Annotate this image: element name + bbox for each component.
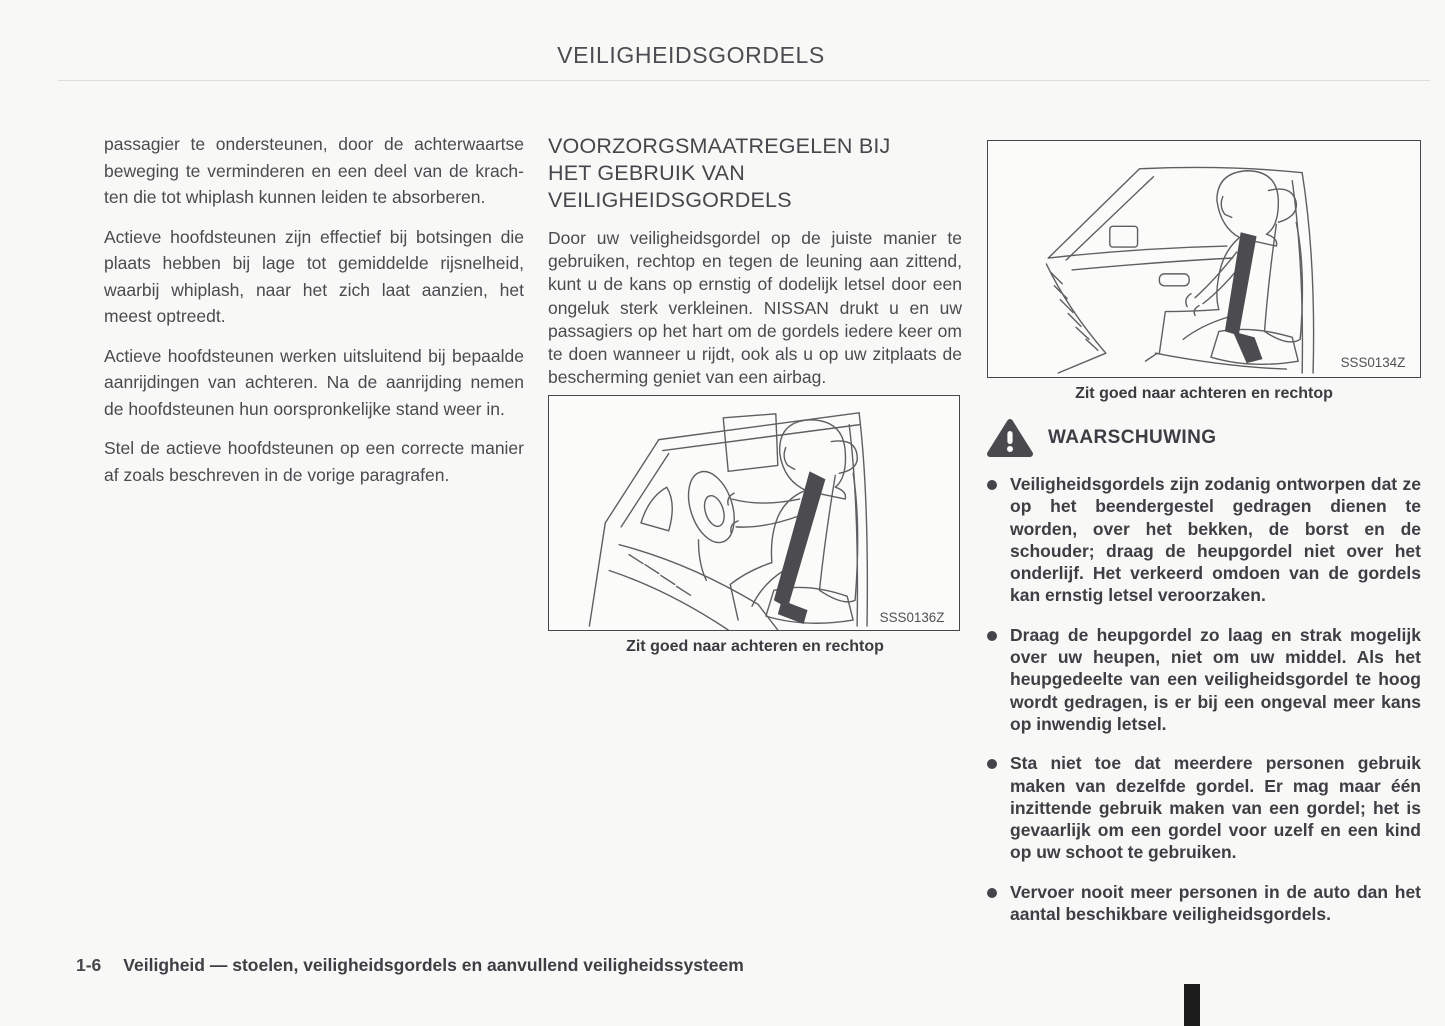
bullet-text: Sta niet toe dat meerdere personen gebruik maken van dezelfde gordel. Er mag maar één inzittende gebruik maken van een gordel; het is gevaarlijk om een gordel voor uzelf en een kind op uw schoot te gebruiken. <box>1010 753 1421 863</box>
page-footer <box>76 955 744 976</box>
bullet-icon <box>987 631 997 641</box>
figure-code: SSS0136Z <box>879 610 945 626</box>
figure-caption: Zit goed naar achteren en rechtop <box>626 638 884 656</box>
section-heading-line: VEILIGHEIDSGORDELS <box>548 188 792 212</box>
page-number: 1-6 <box>76 955 102 975</box>
list-item <box>987 881 1421 926</box>
list-item <box>987 752 1421 863</box>
bullet-icon <box>987 888 997 898</box>
passenger-seatbelt-illustration <box>988 141 1420 377</box>
bullet-icon <box>987 759 997 769</box>
section-heading <box>548 133 962 214</box>
list-item <box>987 473 1421 607</box>
bullet-icon <box>987 480 997 490</box>
warning-triangle-icon <box>987 418 1033 458</box>
section-heading-line: VOORZORGSMAATREGELEN BIJ <box>548 134 891 158</box>
driver-seatbelt-illustration <box>549 396 959 630</box>
paragraph: passagier te ondersteunen, door de achterwaartse beweging te verminderen en een deel van de krachten die tot whiplash kunnen leiden te absorberen. <box>104 134 524 207</box>
footer-section-title: Veiligheid — stoelen, veiligheidsgordels en aanvullend veiligheidssysteem <box>123 955 744 975</box>
paragraph: Door uw veiligheidsgordel op de juiste manier te gebruiken, rechtop en tegen de leuning aan zittend, kunt u de kans op ernstig of dodelijk letsel door een ongeluk sterk verkleinen. NISSAN drukt u en uw passagiers op het hart om de gordels iedere keer om te doen wanneer u rijdt, ook als u op uw zitplaats de bescherming geniet van een airbag. <box>548 228 962 388</box>
warning-label: WAARSCHUWING <box>1048 427 1217 448</box>
figure-driver-seatbelt <box>548 395 960 631</box>
thumb-index-tab-mark <box>1184 984 1200 1026</box>
left-column <box>104 131 524 501</box>
figure-code: SSS0134Z <box>1340 355 1406 371</box>
title-divider <box>58 80 1430 81</box>
warning-header <box>987 418 1421 458</box>
figure-caption: Zit goed naar achteren en rechtop <box>1075 385 1333 402</box>
bullet-text: Draag de heupgordel zo laag en strak mogelijk over uw heupen, niet om uw middel. Als het heupgedeelte van een veiligheidsgordel te hoog wordt gedragen, is er bij een ongeval meer kans op inwendig letsel. <box>1010 624 1421 734</box>
paragraph: Actieve hoofdsteunen zijn effectief bij botsingen die plaats hebben bij lage tot gemiddelde rijsnelheid, waarbij whiplash, naar het zich laat aanzien, het meest optreedt. <box>104 226 524 326</box>
paragraph: Stel de actieve hoofdsteunen op een correcte manier af zoals beschreven in de vorige paragrafen. <box>104 438 524 485</box>
bullet-text: Veiligheidsgordels zijn zodanig ontworpen dat ze op het beendergestel gedragen dienen te worden, over het bekken, de borst en de schouder; draag de heupgordel niet over het onderlijf. Het verkeerd omdoen van de gordels kan ernstig letsel veroorzaken. <box>1010 474 1421 606</box>
list-item <box>987 624 1421 735</box>
right-column <box>987 140 1421 942</box>
page-title: VEILIGHEIDSGORDELS <box>557 42 825 68</box>
bullet-text: Vervoer nooit meer personen in de auto dan het aantal beschikbare veiligheidsgordels. <box>1010 881 1421 925</box>
figure-passenger-seatbelt <box>987 140 1421 378</box>
paragraph: Actieve hoofdsteunen werken uitsluitend bij bepaalde aanrijdingen van achteren. Na de aanrijding nemen de hoofdsteunen hun oorspronkelijke stand weer in. <box>104 345 524 419</box>
warning-bullet-list <box>987 473 1421 925</box>
section-heading-line: HET GEBRUIK VAN <box>548 161 745 185</box>
middle-column <box>548 133 962 656</box>
